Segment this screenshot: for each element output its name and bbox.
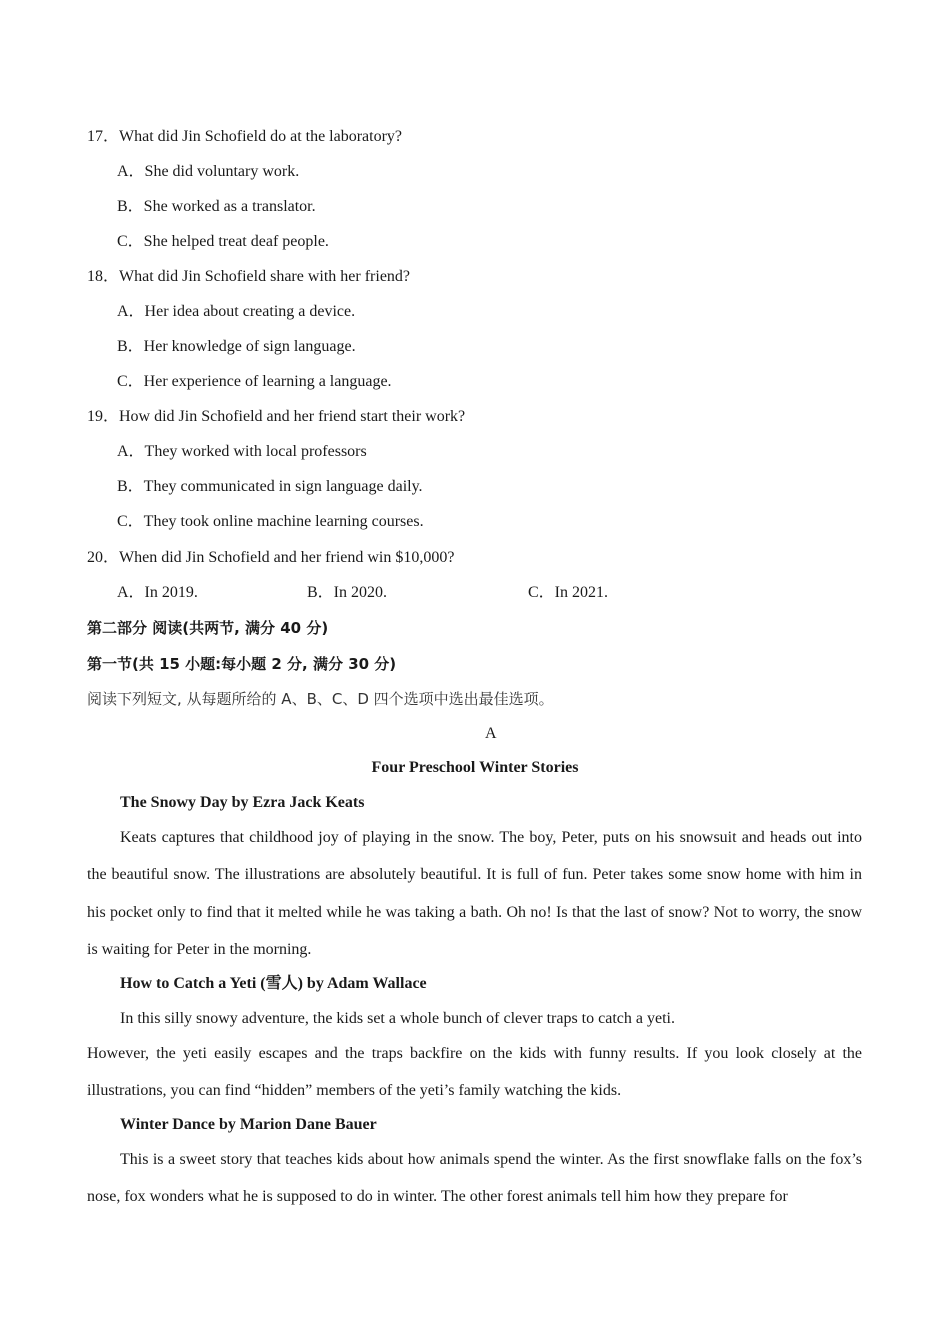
question-18-option-a: A．Her idea about creating a device. [117, 303, 356, 320]
passage-letter: A [485, 725, 497, 742]
question-20-option-a: A．In 2019. [117, 584, 198, 601]
question-18-option-b: B．Her knowledge of sign language. [117, 338, 356, 355]
section-part-title: 第二部分 阅读(共两节, 满分 40 分) [87, 619, 329, 637]
question-18-stem: 18．What did Jin Schofield share with her friend? [87, 268, 411, 285]
story-2-text-first: In this silly snowy adventure, the kids set a whole bunch of clever traps to catch a yeti. [120, 1010, 675, 1027]
question-17-stem: 17．What did Jin Schofield do at the laboratory? [87, 128, 403, 145]
story-3-heading: Winter Dance by Marion Dane Bauer [120, 1116, 377, 1133]
story-1-heading: The Snowy Day by Ezra Jack Keats [120, 794, 365, 811]
question-17-option-a: A．She did voluntary work. [117, 163, 300, 180]
question-20-option-b: B．In 2020. [307, 584, 388, 601]
question-20-stem: 20．When did Jin Schofield and her friend win $10,000? [87, 549, 455, 566]
question-19-stem: 19．How did Jin Schofield and her friend start their work? [87, 408, 466, 425]
story-1-text: Keats captures that childhood joy of playing in the snow. The boy, Peter, puts on his snowsuit and heads out into the beautiful snow. The illustrations are absolutely beautiful. It is full of fun. Peter takes some snow home with him in his pocket only to find that it melted while he was taking a bath. Oh no! Is that the last of snow? Not to worry, the snow is waiting for Peter in the morning. [87, 829, 862, 958]
question-19-option-a: A．They worked with local professors [117, 443, 367, 460]
section-sub-title: 第一节(共 15 小题:每小题 2 分, 满分 30 分) [87, 655, 397, 673]
question-19-option-b: B．They communicated in sign language daily. [117, 478, 423, 495]
passage-title: Four Preschool Winter Stories [371, 759, 579, 776]
story-2-heading: How to Catch a Yeti (雪人) by Adam Wallace [120, 975, 427, 992]
question-19-option-c: C．They took online machine learning courses. [117, 513, 424, 530]
story-2-text-rest: However, the yeti easily escapes and the traps backfire on the kids with funny results. If you look closely at the illustrations, you can find “hidden” members of the yeti’s family watching the kids. [87, 1045, 862, 1100]
question-18-option-c: C．Her experience of learning a language. [117, 373, 392, 390]
question-17-option-c: C．She helped treat deaf people. [117, 233, 329, 250]
story-3-text: This is a sweet story that teaches kids about how animals spend the winter. As the first snowflake falls on the fox’s nose, fox wonders what he is supposed to do in winter. The other forest animals tell him how they prepare for [87, 1151, 862, 1206]
question-17-option-b: B．She worked as a translator. [117, 198, 316, 215]
section-instruction: 阅读下列短文, 从每题所给的 A、B、C、D 四个选项中选出最佳选项。 [87, 690, 554, 708]
question-20-option-c: C．In 2021. [528, 584, 609, 601]
